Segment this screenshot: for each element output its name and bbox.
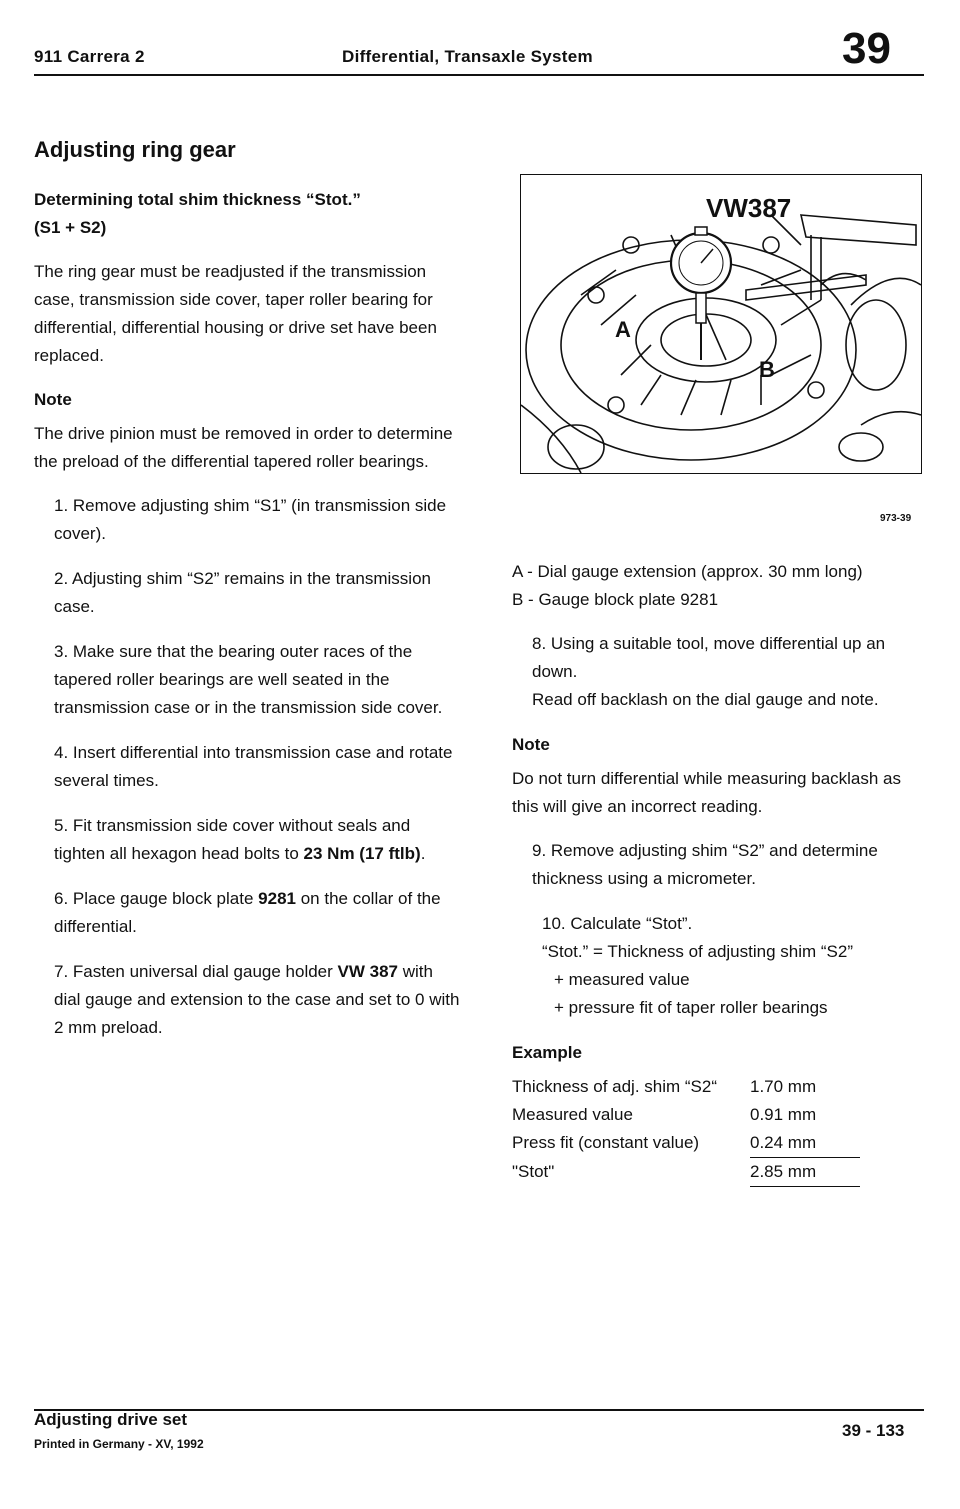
step-3: 3. Make sure that the bearing outer races of the tapered roller bearings are well seated in the transmission case or in the transmission side cover. [54,642,443,717]
step-6-tool: 9281 [258,889,296,908]
dial-gauge-figure [520,174,922,474]
subtitle [34,186,464,242]
figure-number: 973-39 [880,513,912,524]
example-item: Thickness of adj. shim “S2“ [512,1077,718,1096]
example-value: 1.70 mm [750,1077,817,1096]
example-table [512,1073,922,1187]
note-label-left: Note [34,390,72,409]
figure-label-vw387: VW387 [706,193,792,223]
legend-b: B - Gauge block plate 9281 [512,590,719,609]
step-10-title: 10. Calculate “Stot”. [542,914,693,933]
step-1: 1. Remove adjusting shim “S1” (in transmission side cover). [54,496,447,543]
header-title: Differential, Transaxle System [342,47,593,66]
header-rule [34,74,924,76]
example-item: Measured value [512,1105,633,1124]
step-4: 4. Insert differential into transmission case and rotate several times. [54,743,453,790]
header-chapter-number: 39 [842,24,891,73]
note-text-left: The drive pinion must be removed in order to determine the preload of the differential tapered roller bearings. [34,424,453,471]
left-column [34,186,464,1059]
step-7 [34,958,464,1042]
step-7-tool: VW 387 [337,962,399,981]
footer-printed: Printed in Germany - XV, 1992 [34,1437,204,1451]
subtitle-main: Determining total shim thickness “Stot.” [34,190,361,209]
footer-page-number: 39 - 133 [842,1421,905,1440]
intro-paragraph: The ring gear must be readjusted if the transmission case, transmission side cover, taper roller bearing for differential, differential housing or drive set have been replaced. [34,262,437,365]
step-5: 5. Fit transmission side cover without seals and tighten all hexagon head bolts to 23 Nm (17 ftlb). [54,816,426,863]
subtitle-paren: (S1 + S2) [34,218,107,237]
step-5-torque: 23 Nm (17 ftlb) [303,844,421,863]
step-10-formula: “Stot.” = Thickness of adjusting shim “S2” [542,942,854,961]
step-6-text: 6. Place gauge block plate [54,889,254,908]
example-label: Example [512,1043,582,1062]
step-8-line-1: 8. Using a suitable tool, move differential up an down. [532,634,886,681]
step-10 [512,910,922,1022]
note-text-right: Do not turn differential while measuring backlash as this will give an incorrect reading. [512,769,902,816]
header-model: 911 Carrera 2 [34,47,145,66]
figure-label-a: A [615,317,631,342]
step-2: 2. Adjusting shim “S2” remains in the transmission case. [54,569,431,616]
example-value: 0.24 mm [750,1129,860,1158]
step-10-plus-pressure: + pressure fit of taper roller bearings [554,998,828,1017]
example-value: 0.91 mm [750,1105,817,1124]
step-8-line-2: Read off backlash on the dial gauge and note. [532,690,879,709]
right-column [512,558,922,1187]
footer-section: Adjusting drive set [34,1410,188,1429]
step-7-rest: with dial gauge and extension to the case and set to 0 with 2 mm preload. [54,962,460,1037]
step-6 [34,885,464,941]
example-total-value: 2.85 mm [750,1158,860,1187]
step-6-rest: on the collar of the differential. [54,889,441,936]
note-label-right: Note [512,735,550,754]
section-title: Adjusting ring gear [34,137,236,162]
step-8 [512,630,922,714]
step-10-plus-measured: + measured value [554,970,690,989]
example-item: "Stot" [512,1162,555,1181]
step-5-text: 5. Fit transmission side cover without seals and tighten all hexagon head bolts to [54,816,411,863]
legend-a: A - Dial gauge extension (approx. 30 mm long) [512,562,863,581]
figure-legend [512,558,922,614]
figure-label-b: B [759,357,775,382]
step-7-text: 7. Fasten universal dial gauge holder [54,962,333,981]
example-item: Press fit (constant value) [512,1133,700,1152]
step-9: 9. Remove adjusting shim “S2” and determine thickness using a micrometer. [532,841,878,888]
